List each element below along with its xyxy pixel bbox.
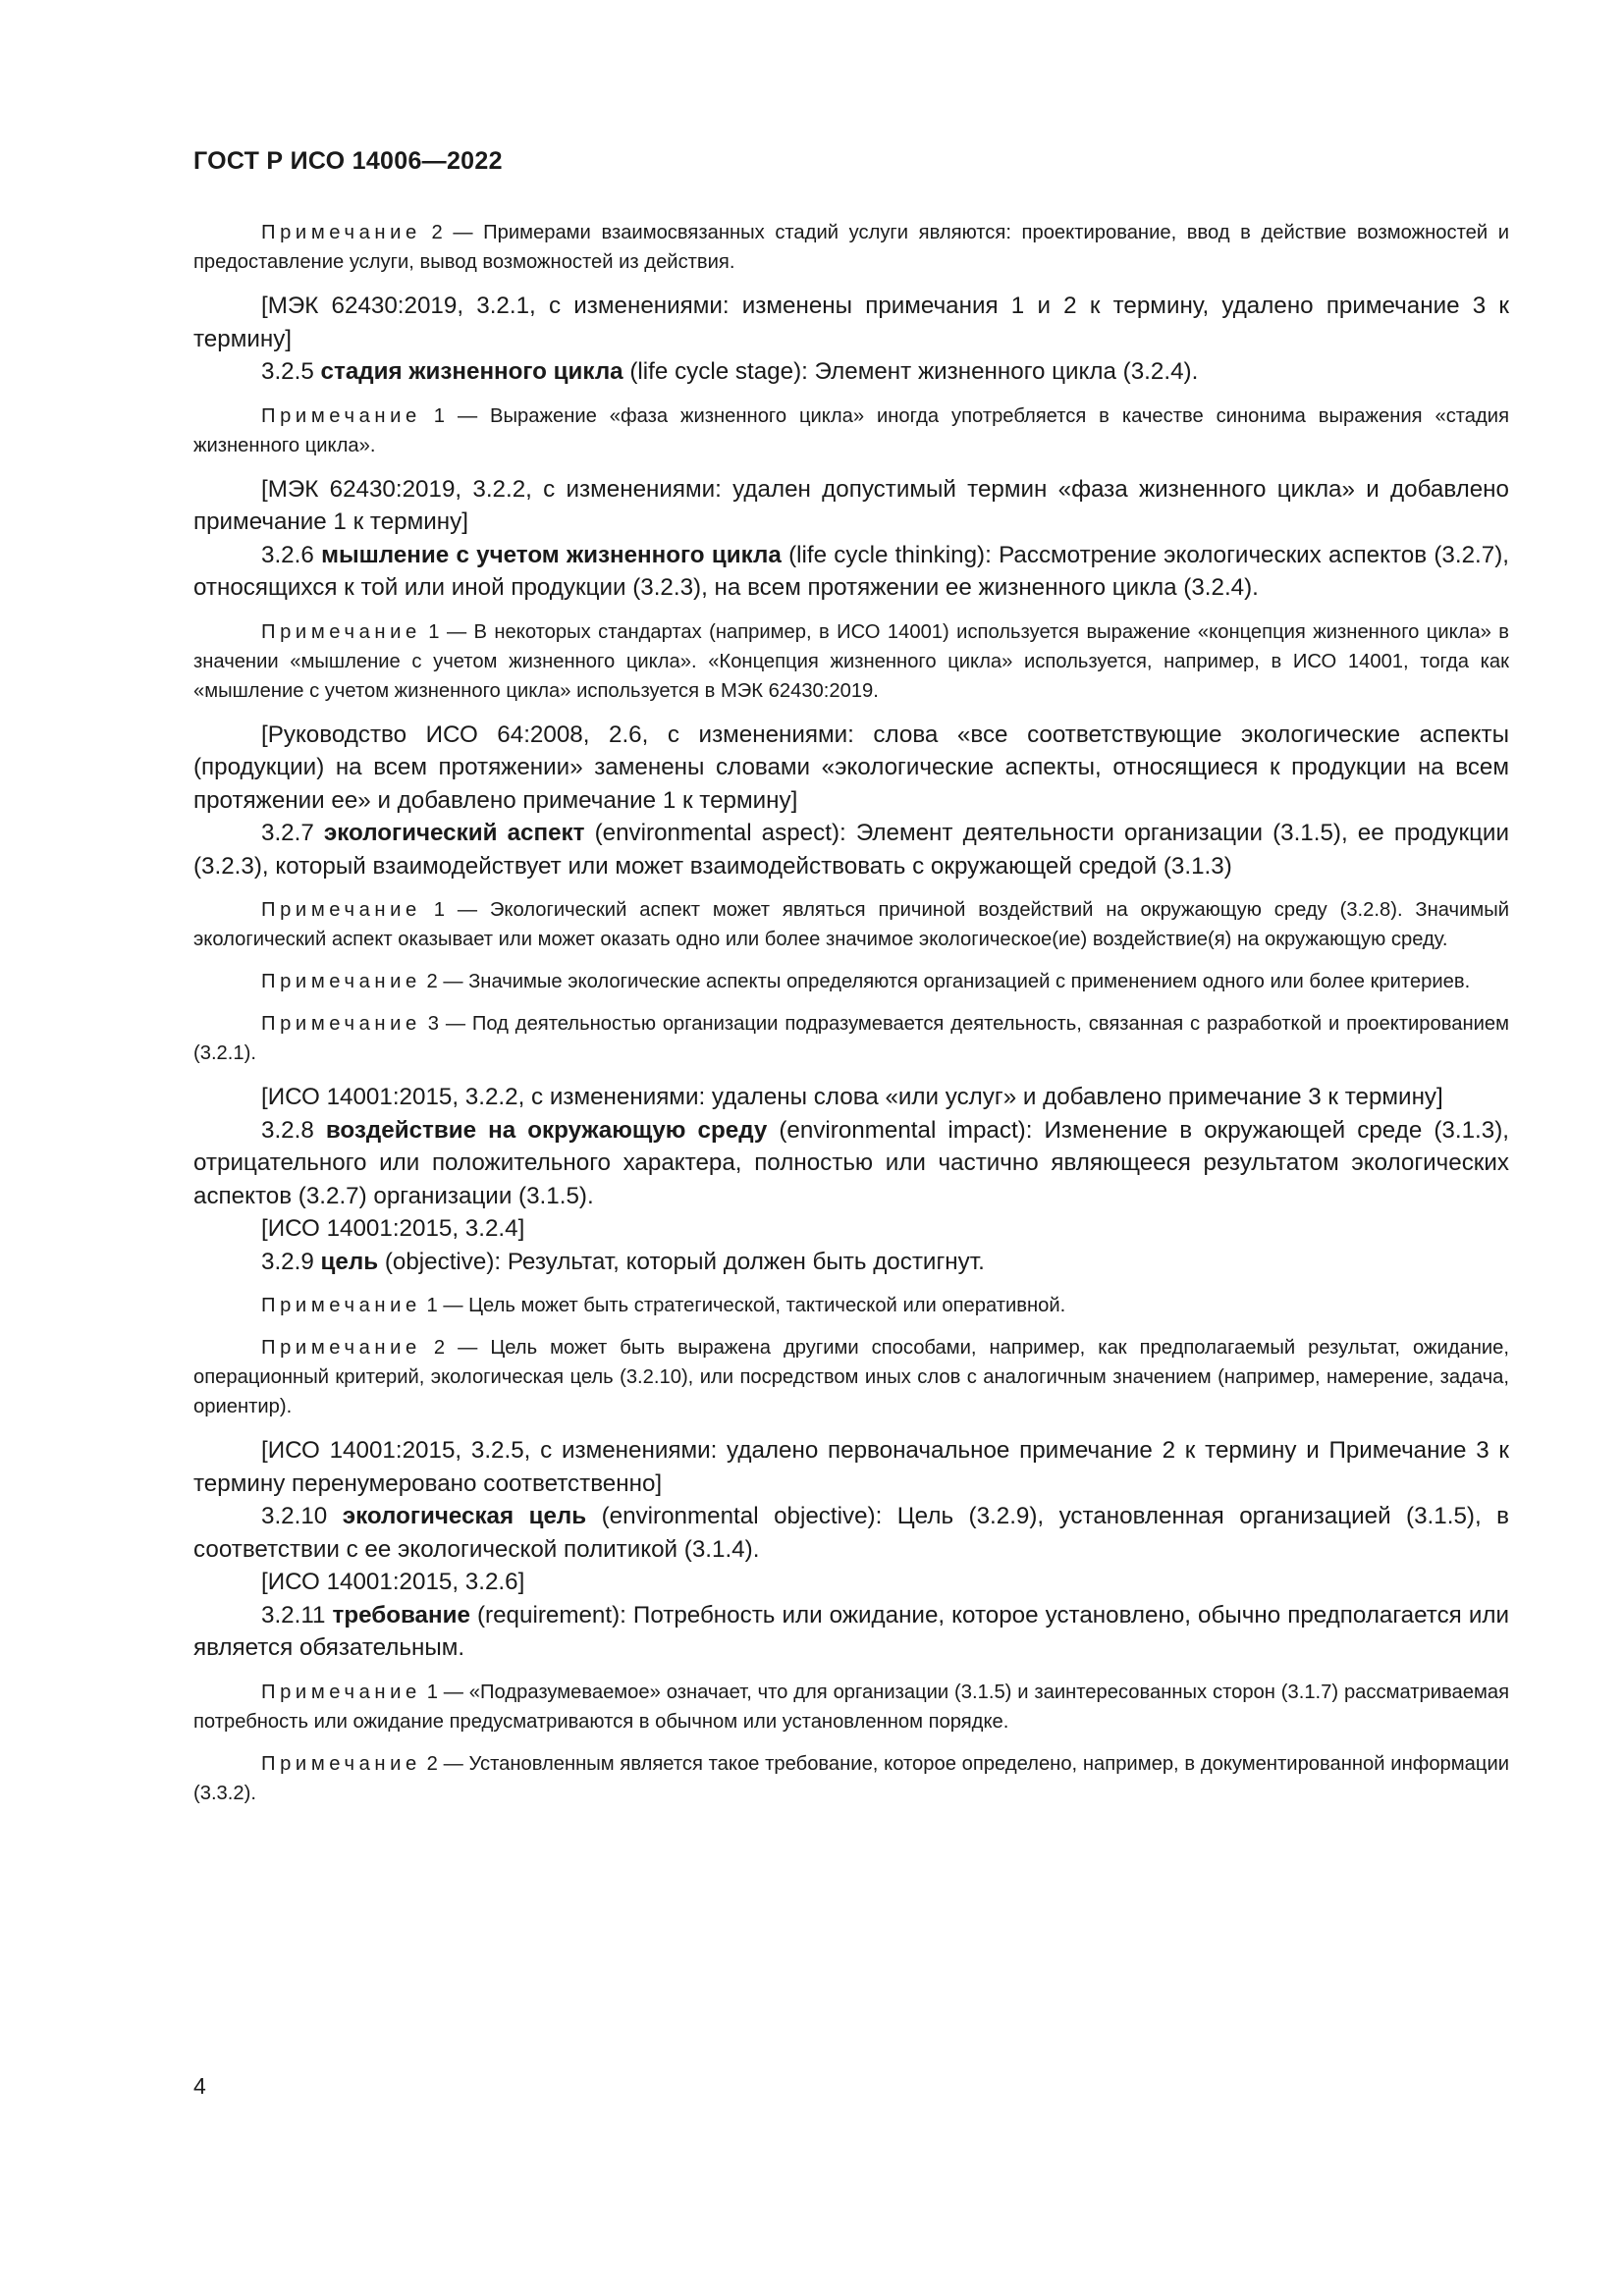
term-name: цель [320, 1248, 379, 1275]
term-entry: 3.2.11 требование (requirement): Потребность или ожидание, которое установлено, обычно предполагается или является обязательным. [193, 1601, 1509, 1661]
term-name: воздействие на окружающую среду [325, 1116, 768, 1144]
note: Примечание 1 — «Подразумеваемое» означает, что для организации (3.1.5) и заинтересованных сторон (3.1.7) рассматриваемая потребность или ожидание предусматриваются в обычном или установленном порядке. [193, 1681, 1509, 1733]
term-entry: 3.2.6 мышление с учетом жизненного цикла (life cycle thinking): Рассмотрение экологических аспектов (3.2.7), относящихся к той или иной продукции (3.2.3), на всем протяжении ее жизненного цикла (3.2.4). [193, 541, 1509, 601]
note-label: Примечание [261, 971, 421, 992]
source-reference: [ИСО 14001:2015, 3.2.6] [261, 1569, 525, 1595]
note-label: Примечание [261, 1295, 421, 1316]
source-reference: [МЭК 62430:2019, 3.2.1, с изменениями: изменены примечания 1 и 2 к термину, удалено примечание 3 к термину] [193, 293, 1509, 352]
term-entry: 3.2.7 экологический аспект (environmental aspect): Элемент деятельности организации (3.1.5), ее продукции (3.2.3), который взаимодействует или может взаимодействовать с окружающей средой (3.1.3) [193, 820, 1509, 880]
document-header: ГОСТ Р ИСО 14006—2022 [193, 147, 503, 175]
note-label: Примечание [261, 1337, 421, 1359]
source-reference: [МЭК 62430:2019, 3.2.2, с изменениями: удален допустимый термин «фаза жизненного цикла» и добавлено примечание 1 к термину] [193, 475, 1509, 535]
term-name: требование [332, 1601, 470, 1629]
note-label: Примечание [261, 1752, 421, 1775]
source-reference: [ИСО 14001:2015, 3.2.2, с изменениями: удалены слова «или услуг» и добавлено примечание 3 к термину] [261, 1084, 1443, 1110]
term-entry: 3.2.5 стадия жизненного цикла (life cycle stage): Элемент жизненного цикла (3.2.4). [261, 358, 1199, 385]
page-number: 4 [193, 2073, 206, 2099]
note: Примечание 2 — Значимые экологические аспекты определяются организацией с применением одного или более критериев. [261, 971, 1471, 992]
term-name: экологическая цель [342, 1503, 587, 1529]
note: Примечание 2 — Цель может быть выражена другими способами, например, как предполагаемый результат, ожидание, операционный критерий, экологическая цель (3.2.10), или посредством иных слов с аналогичным значением (например, намерение, задача, ориентир). [193, 1337, 1510, 1417]
term-name: экологический аспект [323, 820, 585, 846]
note: Примечание 1 — Экологический аспект может являться причиной воздействий на окружающую среду (3.2.8). Значимый экологический аспект оказывает или может оказать одно или более значимое экологическое(ие) воздействие(я) на окружающую среду. [193, 899, 1510, 950]
term-entry: 3.2.8 воздействие на окружающую среду (environmental impact): Изменение в окружающей среде (3.1.3), отрицательного или положительного характера, полностью или частично являющееся результатом экологических аспектов (3.2.7) организации (3.1.5). [193, 1116, 1509, 1209]
note-label: Примечание [261, 620, 421, 643]
note: Примечание 2 — Установленным является такое требование, которое определено, например, в документированной информации (3.3.2). [193, 1752, 1510, 1804]
note: Примечание 1 — Цель может быть стратегической, тактической или оперативной. [261, 1295, 1066, 1316]
term-entry: 3.2.10 экологическая цель (environmental objective): Цель (3.2.9), установленная организацией (3.1.5), в соответствии с ее экологической политикой (3.1.4). [193, 1503, 1509, 1563]
note-label: Примечание [261, 899, 421, 921]
document-body [193, 218, 1509, 1808]
source-reference: [ИСО 14001:2015, 3.2.4] [261, 1215, 525, 1242]
note-label: Примечание [261, 1013, 421, 1035]
note-label: Примечание [261, 222, 421, 243]
note: Примечание 2 — Примерами взаимосвязанных стадий услуги являются: проектирование, ввод в действие возможностей и предоставление услуги, вывод возможностей из действия. [193, 222, 1509, 273]
note: Примечание 3 — Под деятельностью организации подразумевается деятельность, связанная с разработкой и проектированием (3.2.1). [193, 1013, 1509, 1064]
term-name: мышление с учетом жизненного цикла [321, 541, 782, 568]
note: Примечание 1 — В некоторых стандартах (например, в ИСО 14001) используется выражение «концепция жизненного цикла» в значении «мышление с учетом жизненного цикла». «Концепция жизненного цикла» используется, например, в ИСО 14001, тогда как «мышление с учетом жизненного цикла» используется в МЭК 62430:2019. [193, 620, 1510, 702]
note: Примечание 1 — Выражение «фаза жизненного цикла» иногда употребляется в качестве синонима выражения «стадия жизненного цикла». [193, 404, 1510, 456]
note-label: Примечание [261, 1681, 421, 1703]
term-entry: 3.2.9 цель (objective): Результат, который должен быть достигнут. [261, 1248, 985, 1275]
source-reference: [ИСО 14001:2015, 3.2.5, с изменениями: удалено первоначальное примечание 2 к термину и Примечание 3 к термину перенумеровано соответственно] [193, 1437, 1509, 1497]
note-label: Примечание [261, 404, 421, 427]
term-name: стадия жизненного цикла [320, 358, 623, 385]
source-reference: [Руководство ИСО 64:2008, 2.6, с изменениями: слова «все соответствующие экологические аспекты (продукции) на всем протяжении» заменены словами «экологические аспекты, относящиеся к продукции на всем протяжении ее» и добавлено примечание 1 к термину] [193, 721, 1509, 814]
